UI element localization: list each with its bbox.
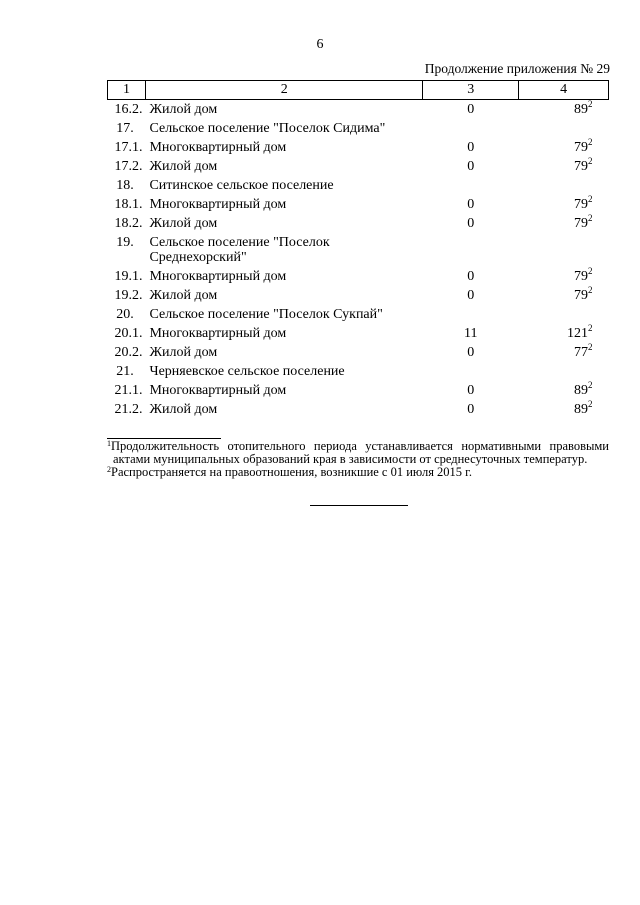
row-value-col4-number: 79 [574, 140, 588, 155]
row-value-col4-number: 121 [567, 326, 588, 341]
row-value-col3: 0 [467, 140, 475, 155]
row-value-col4-number: 89 [574, 102, 588, 117]
row-value-col3 [423, 362, 519, 381]
footnote-reference: 2 [588, 380, 593, 390]
row-number: 18.1. [114, 197, 143, 212]
row-value-col4 [519, 286, 609, 305]
row-number: 20.1. [114, 326, 143, 341]
row-value-col4 [519, 362, 609, 381]
table-row [108, 138, 609, 157]
footnote-2 [107, 466, 609, 479]
row-name: Сельское поселение "Поселок Сидима" [149, 121, 386, 136]
row-name: Ситинское сельское поселение [149, 178, 334, 193]
row-value-col4 [519, 176, 609, 195]
row-value-col3 [423, 305, 519, 324]
row-value-col4 [519, 305, 609, 324]
footnote-reference: 2 [588, 156, 593, 166]
row-number: 17. [116, 121, 134, 136]
row-name: Жилой дом [149, 216, 218, 231]
page-number: 6 [316, 37, 324, 52]
row-name: Жилой дом [149, 345, 218, 360]
column-header-3: 3 [423, 81, 519, 100]
footnote-2-marker: 2 [107, 465, 111, 474]
row-value-col3: 0 [467, 383, 475, 398]
column-header-1: 1 [108, 81, 146, 100]
footnote-reference: 2 [588, 137, 593, 147]
footnote-reference: 2 [588, 213, 593, 223]
row-name: Многоквартирный дом [149, 140, 287, 155]
row-name: Жилой дом [149, 159, 218, 174]
row-name: Многоквартирный дом [149, 383, 287, 398]
row-number: 19.2. [114, 288, 143, 303]
row-number: 20.2. [114, 345, 143, 360]
row-number: 16.2. [114, 102, 143, 117]
row-name: Многоквартирный дом [149, 197, 287, 212]
row-value-col4 [519, 343, 609, 362]
row-value-col3: 0 [467, 102, 475, 117]
end-of-document-line [310, 505, 408, 506]
footnote-1-line-2: актами муниципальных образований края в зависимости от среднесуточных температур. [113, 452, 588, 466]
column-header-2: 2 [145, 81, 422, 100]
row-value-col3 [423, 176, 519, 195]
row-value-col4-number: 89 [574, 383, 588, 398]
footnote-reference: 2 [588, 194, 593, 204]
table-row [108, 100, 609, 120]
footnote-reference: 2 [588, 399, 593, 409]
table-header-row [108, 81, 609, 100]
row-name: Многоквартирный дом [149, 326, 287, 341]
row-number: 17.2. [114, 159, 143, 174]
table-row [108, 324, 609, 343]
footnote-reference: 2 [588, 323, 593, 333]
row-number: 21.1. [114, 383, 143, 398]
table-row [108, 400, 609, 419]
table-section-row [108, 176, 609, 195]
row-name: Черняевское сельское поселение [149, 364, 345, 379]
row-number: 20. [116, 307, 134, 322]
table-row [108, 286, 609, 305]
row-value-col4 [519, 195, 609, 214]
table-row [108, 267, 609, 286]
row-name: Жилой дом [149, 402, 218, 417]
table-section-row [108, 119, 609, 138]
footnote-reference: 2 [588, 285, 593, 295]
footnote-2-text: Распространяется на правоотношения, возникшие с 01 июля 2015 г. [111, 465, 473, 479]
row-value-col3: 0 [467, 288, 475, 303]
row-value-col4-number: 79 [574, 159, 588, 174]
row-value-col4 [519, 400, 609, 419]
column-header-4: 4 [519, 81, 609, 100]
row-name: Сельское поселение "Поселок Среднехорский" [149, 235, 330, 265]
row-value-col4 [519, 100, 609, 120]
row-value-col4-number: 79 [574, 216, 588, 231]
row-value-col3: 0 [467, 345, 475, 360]
row-value-col4-number: 79 [574, 269, 588, 284]
row-name: Многоквартирный дом [149, 269, 287, 284]
row-value-col4-number: 77 [574, 345, 588, 360]
row-value-col3: 0 [467, 269, 475, 284]
row-value-col4 [519, 267, 609, 286]
row-value-col3: 0 [467, 402, 475, 417]
row-value-col4 [519, 324, 609, 343]
row-value-col4-number: 89 [574, 402, 588, 417]
footnote-reference: 2 [588, 99, 593, 109]
row-value-col4 [519, 381, 609, 400]
data-table [107, 80, 609, 419]
row-value-col3: 0 [467, 216, 475, 231]
row-number: 18. [116, 178, 134, 193]
continuation-label: Продолжение приложения № 29 [424, 61, 610, 76]
row-number: 21.2. [114, 402, 143, 417]
footnote-reference: 2 [588, 266, 593, 276]
row-value-col4 [519, 138, 609, 157]
row-value-col4 [519, 233, 609, 267]
row-value-col4 [519, 157, 609, 176]
table-body [108, 100, 609, 420]
row-number: 21. [116, 364, 134, 379]
row-name: Сельское поселение "Поселок Сукпай" [149, 307, 383, 322]
table-row [108, 195, 609, 214]
row-number: 17.1. [114, 140, 143, 155]
table-row [108, 343, 609, 362]
row-value-col3: 0 [467, 197, 475, 212]
row-value-col3: 11 [464, 326, 478, 341]
footnotes [107, 440, 609, 479]
row-value-col4 [519, 214, 609, 233]
row-name: Жилой дом [149, 102, 218, 117]
table-section-row [108, 305, 609, 324]
table-row [108, 381, 609, 400]
footnote-1-marker: 1 [107, 439, 111, 448]
row-number: 19.1. [114, 269, 143, 284]
footnote-reference: 2 [588, 342, 593, 352]
row-value-col4-number: 79 [574, 197, 588, 212]
row-value-col4 [519, 119, 609, 138]
row-number: 19. [116, 235, 134, 250]
table-section-row [108, 362, 609, 381]
table-section-row [108, 233, 609, 267]
footnote-1-text: Продолжительность отопительного периода устанавливается нормативными правовыми [111, 439, 609, 453]
row-name: Жилой дом [149, 288, 218, 303]
row-value-col4-number: 79 [574, 288, 588, 303]
row-number: 18.2. [114, 216, 143, 231]
row-value-col3 [423, 119, 519, 138]
row-value-col3 [423, 233, 519, 267]
table-row [108, 214, 609, 233]
table-row [108, 157, 609, 176]
row-value-col3: 0 [467, 159, 475, 174]
